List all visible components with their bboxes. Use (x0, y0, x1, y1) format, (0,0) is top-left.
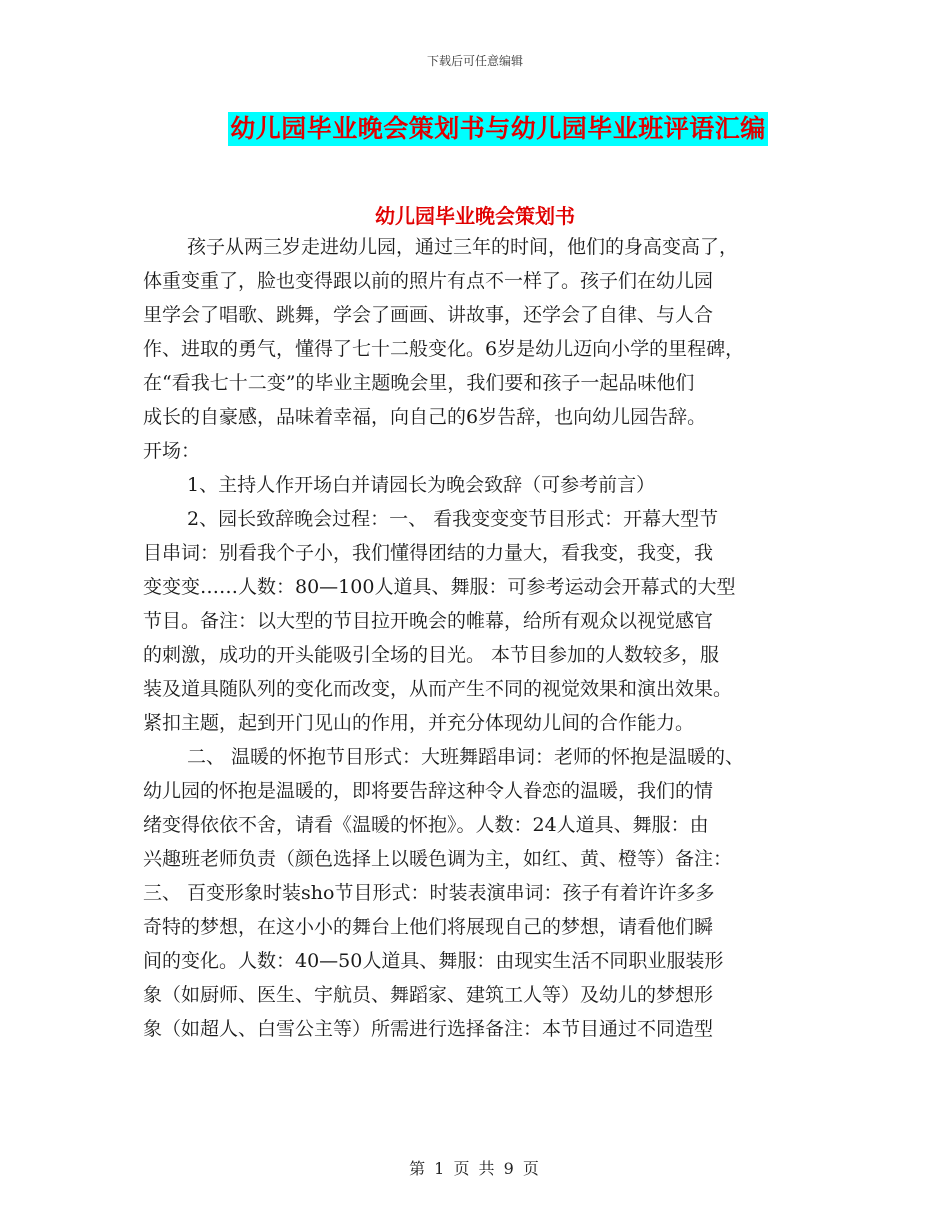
header-note: 下载后可任意编辑 (426, 54, 523, 68)
paragraph-line: 二、 温暖的怀抱节目形式：大班舞蹈串词：老师的怀抱是温暖的、 (187, 746, 745, 768)
paragraph-line: 开场： (143, 440, 201, 462)
paragraph-line: 变变变……人数：80—100人道具、舞服：可参考运动会开幕式的大型 (143, 576, 736, 598)
paragraph-line: 作、进取的勇气，懂得了七十二般变化。6岁是幼儿迈向小学的里程碑， (143, 338, 745, 360)
doc-title: 幼儿园毕业晚会策划书与幼儿园毕业班评语汇编 (228, 112, 768, 146)
paragraph-line: 孩子从两三岁走进幼儿园，通过三年的时间，他们的身高变高了， (187, 236, 739, 258)
paragraph-line: 在“看我七十二变”的毕业主题晚会里，我们要和孩子一起品味他们 (143, 372, 695, 394)
paragraph-line: 节目。备注：以大型的节目拉开晚会的帷幕，给所有观众以视觉感官 (143, 610, 714, 632)
paragraph-line: 三、 百变形象时装sho节目形式：时装表演串词：孩子有着许许多多 (143, 882, 715, 904)
page-footer: 第 1 页 共 9 页 (409, 1159, 541, 1178)
body-text (143, 230, 823, 1046)
doc-title-container (0, 112, 950, 146)
paragraph-line: 1、主持人作开场白并请园长为晚会致辞（可参考前言） (187, 474, 656, 496)
paragraph-line: 的刺激，成功的开头能吸引全场的目光。 本节目参加的人数较多，服 (143, 644, 720, 666)
paragraph-line: 紧扣主题，起到开门见山的作用，并充分体现幼儿间的合作能力。 (143, 712, 695, 734)
paragraph-line: 成长的自豪感，品味着幸福，向自己的6岁告辞，也向幼儿园告辞。 (143, 406, 707, 428)
paragraph-line: 幼儿园的怀抱是温暖的，即将要告辞这种令人眷恋的温暖，我们的情 (143, 780, 714, 802)
paragraph-line: 象（如超人、白雪公主等）所需进行选择备注：本节目通过不同造型 (143, 1018, 714, 1040)
paragraph-line: 绪变得依依不舍，请看《温暖的怀抱》。人数：24人道具、舞服：由 (143, 814, 709, 836)
paragraph-line: 2、园长致辞晚会过程：一、 看我变变变节目形式：开幕大型节 (187, 508, 719, 530)
paragraph-line: 里学会了唱歌、跳舞，学会了画画、讲故事，还学会了自律、与人合 (143, 304, 714, 326)
paragraph-line: 目串词：别看我个子小，我们懂得团结的力量大，看我变，我变，我 (143, 542, 714, 564)
paragraph-line: 间的变化。人数：40—50人道具、舞服：由现实生活不同职业服装形 (143, 950, 724, 972)
paragraph-line: 装及道具随队列的变化而改变，从而产生不同的视觉效果和演出效果。 (143, 678, 733, 700)
paragraph-line: 体重变重了，脸也变得跟以前的照片有点不一样了。孩子们在幼儿园 (143, 270, 714, 292)
paragraph-line: 兴趣班老师负责（颜色选择上以暖色调为主，如红、黄、橙等）备注： (143, 848, 733, 870)
paragraph-line: 奇特的梦想，在这小小的舞台上他们将展现自己的梦想，请看他们瞬 (143, 916, 714, 938)
paragraph-line: 象（如厨师、医生、宇航员、舞蹈家、建筑工人等）及幼儿的梦想形 (143, 984, 714, 1006)
section-title: 幼儿园毕业晚会策划书 (375, 204, 575, 228)
